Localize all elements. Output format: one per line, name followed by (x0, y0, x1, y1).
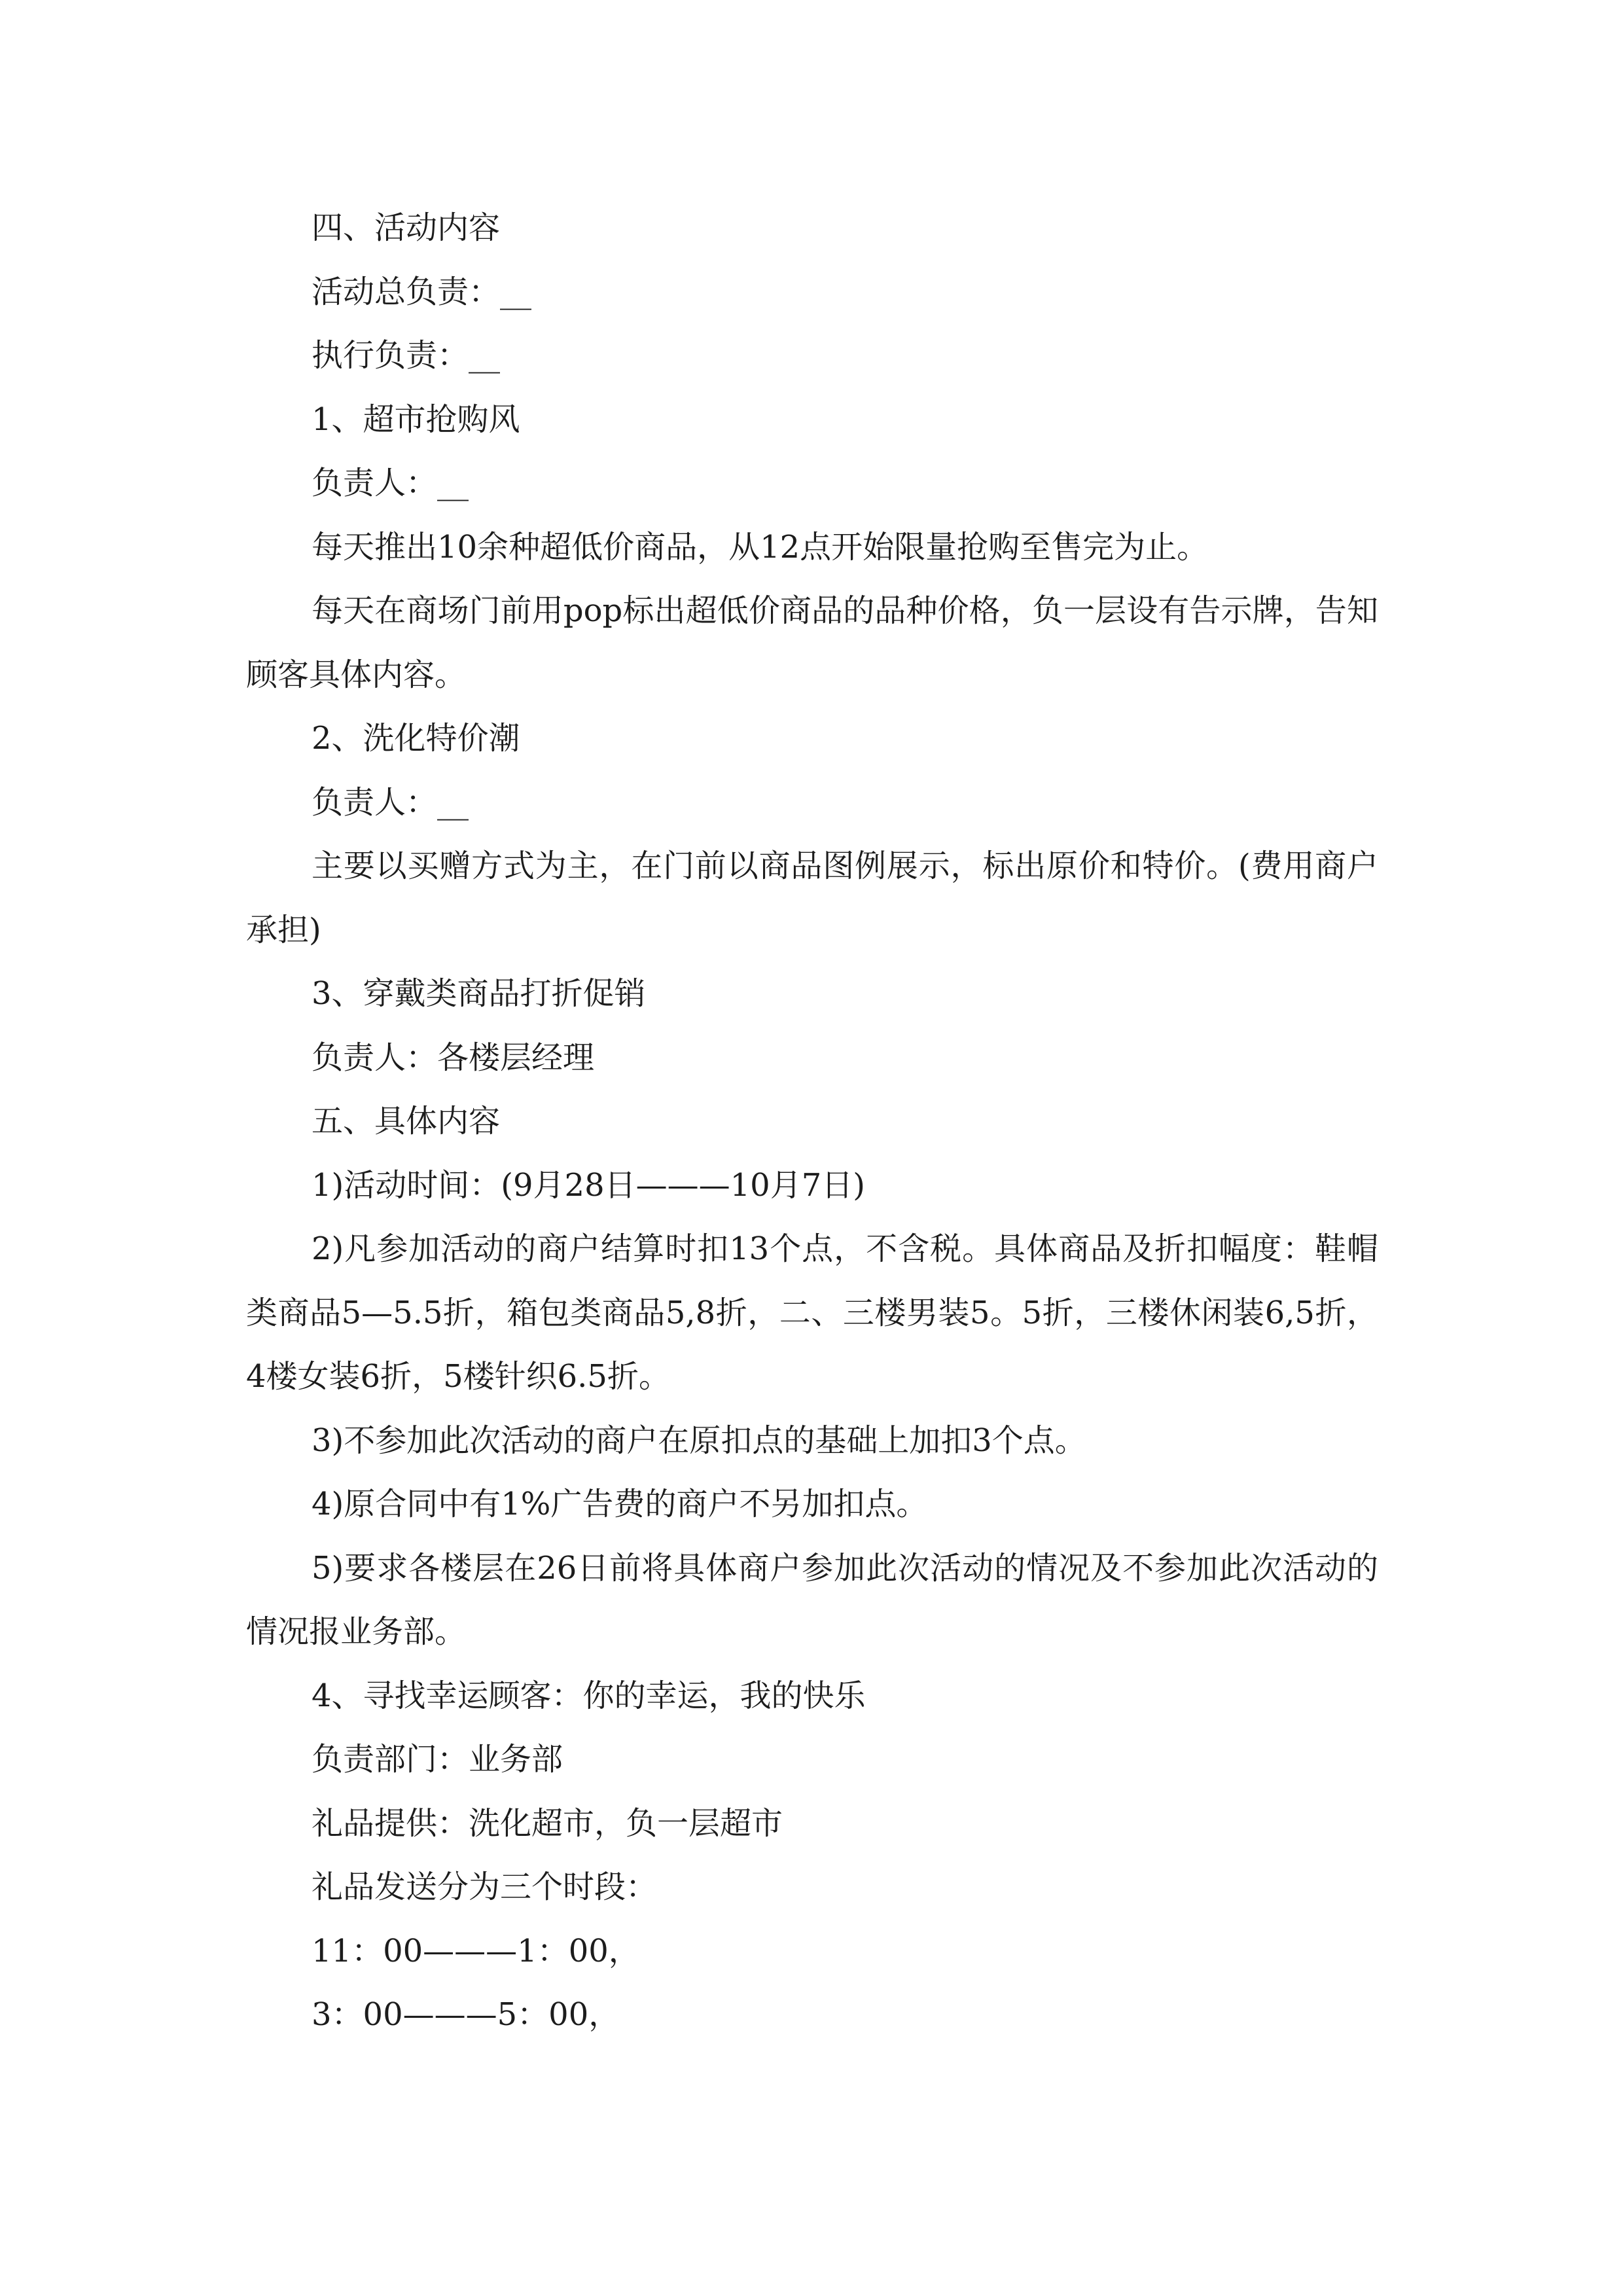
paragraph: 礼品发送分为三个时段： (312, 1869, 658, 1905)
paragraph: 活动总负责：__ (312, 273, 532, 310)
paragraph: 每天推出10余种超低价商品，从12点开始限量抢购至售完为止。 (312, 528, 1209, 565)
paragraph: 负责人：__ (312, 465, 469, 501)
subsection-heading: 1、超市抢购风 (312, 401, 520, 438)
subsection-heading: 3、穿戴类商品打折促销 (312, 975, 646, 1012)
paragraph: 礼品提供：洗化超市，负一层超市 (312, 1804, 783, 1842)
section-heading-specific-content: 五、具体内容 (312, 1103, 501, 1139)
paragraph: 负责部门：业务部 (312, 1741, 563, 1778)
paragraph: 11：00———1：00， (312, 1932, 640, 1969)
paragraph: 3)不参加此次活动的商户在原扣点的基础上加扣3个点。 (312, 1422, 1086, 1459)
paragraph: 负责人：__ (312, 783, 469, 821)
paragraph: 每天在商场门前用pop标出超低价商品的品种价格，负一层设有告示牌，告知顾客具体内容。 (246, 592, 1378, 693)
paragraph: 3：00———5：00， (312, 1996, 620, 2033)
paragraph: 负责人：各楼层经理 (312, 1039, 595, 1076)
paragraph: 4)原合同中有1%广告费的商户不另加扣点。 (312, 1486, 928, 1522)
paragraph: 执行负责：__ (312, 337, 501, 374)
paragraph: 主要以买赠方式为主，在门前以商品图例展示，标出原价和特价。(费用商户承担) (246, 848, 1378, 948)
document-body (246, 196, 1378, 2047)
paragraph: 2)凡参加活动的商户结算时扣13个点，不含税。具体商品及折扣幅度：鞋帽类商品5—5.5折，箱包类商品5,8折，二、三楼男装5。5折，三楼休闲装6,5折，4楼女装6折，5楼针织6.5折。 (246, 1230, 1378, 1395)
section-heading-activity-content: 四、活动内容 (312, 209, 501, 246)
paragraph: 1)活动时间：(9月28日———10月7日) (312, 1166, 865, 1204)
subsection-heading: 4、寻找幸运顾客：你的幸运，我的快乐 (312, 1677, 866, 1714)
paragraph: 5)要求各楼层在26日前将具体商户参加此次活动的情况及不参加此次活动的情况报业务部。 (246, 1549, 1378, 1650)
subsection-heading: 2、洗化特价潮 (312, 720, 520, 757)
